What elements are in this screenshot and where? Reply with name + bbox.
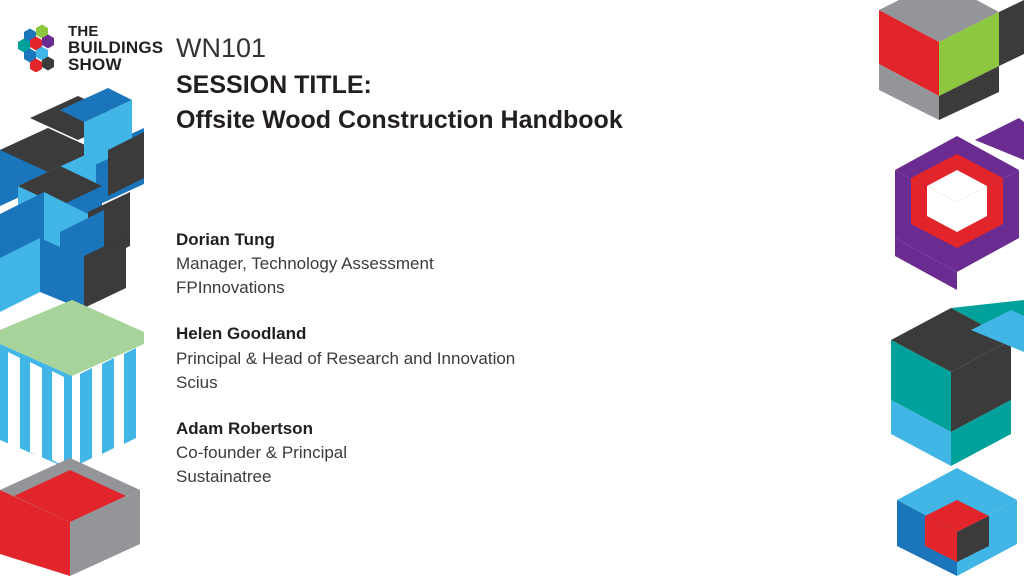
speaker-name: Helen Goodland [176, 324, 307, 344]
speaker-name: Adam Robertson [176, 418, 313, 438]
left-isometric-blocks-graphic [0, 0, 152, 576]
speaker-organization: FPInnovations [176, 278, 285, 298]
right-isometric-cubes-graphic [879, 0, 1024, 576]
speaker-organization: Sustainatree [176, 467, 272, 486]
speaker-role: Principal & Head of Research and Innovation [176, 348, 516, 368]
page-title [176, 68, 623, 137]
speaker-name: Dorian Tung [176, 230, 275, 249]
logo-wordmark [68, 24, 163, 73]
session-title-label: SESSION TITLE: [176, 71, 372, 99]
buildings-show-logo [16, 20, 164, 84]
speaker-list [176, 228, 816, 489]
speaker-organization: Scius [176, 372, 218, 392]
list-item [176, 322, 816, 394]
session-code: WN101 [176, 33, 267, 63]
list-item [176, 417, 816, 489]
slide-content [176, 0, 876, 576]
logo-line-3: SHOW [68, 55, 122, 74]
session-title-text: Offsite Wood Construction Handbook [176, 105, 623, 134]
logo-line-1: THE [68, 23, 99, 40]
speaker-role: Co-founder & Principal [176, 442, 348, 462]
logo-line-2: BUILDINGS [68, 38, 164, 57]
list-item [176, 228, 816, 300]
speaker-role: Manager, Technology Assessment [176, 254, 434, 274]
hexagon-cluster-logo-icon [16, 24, 64, 72]
